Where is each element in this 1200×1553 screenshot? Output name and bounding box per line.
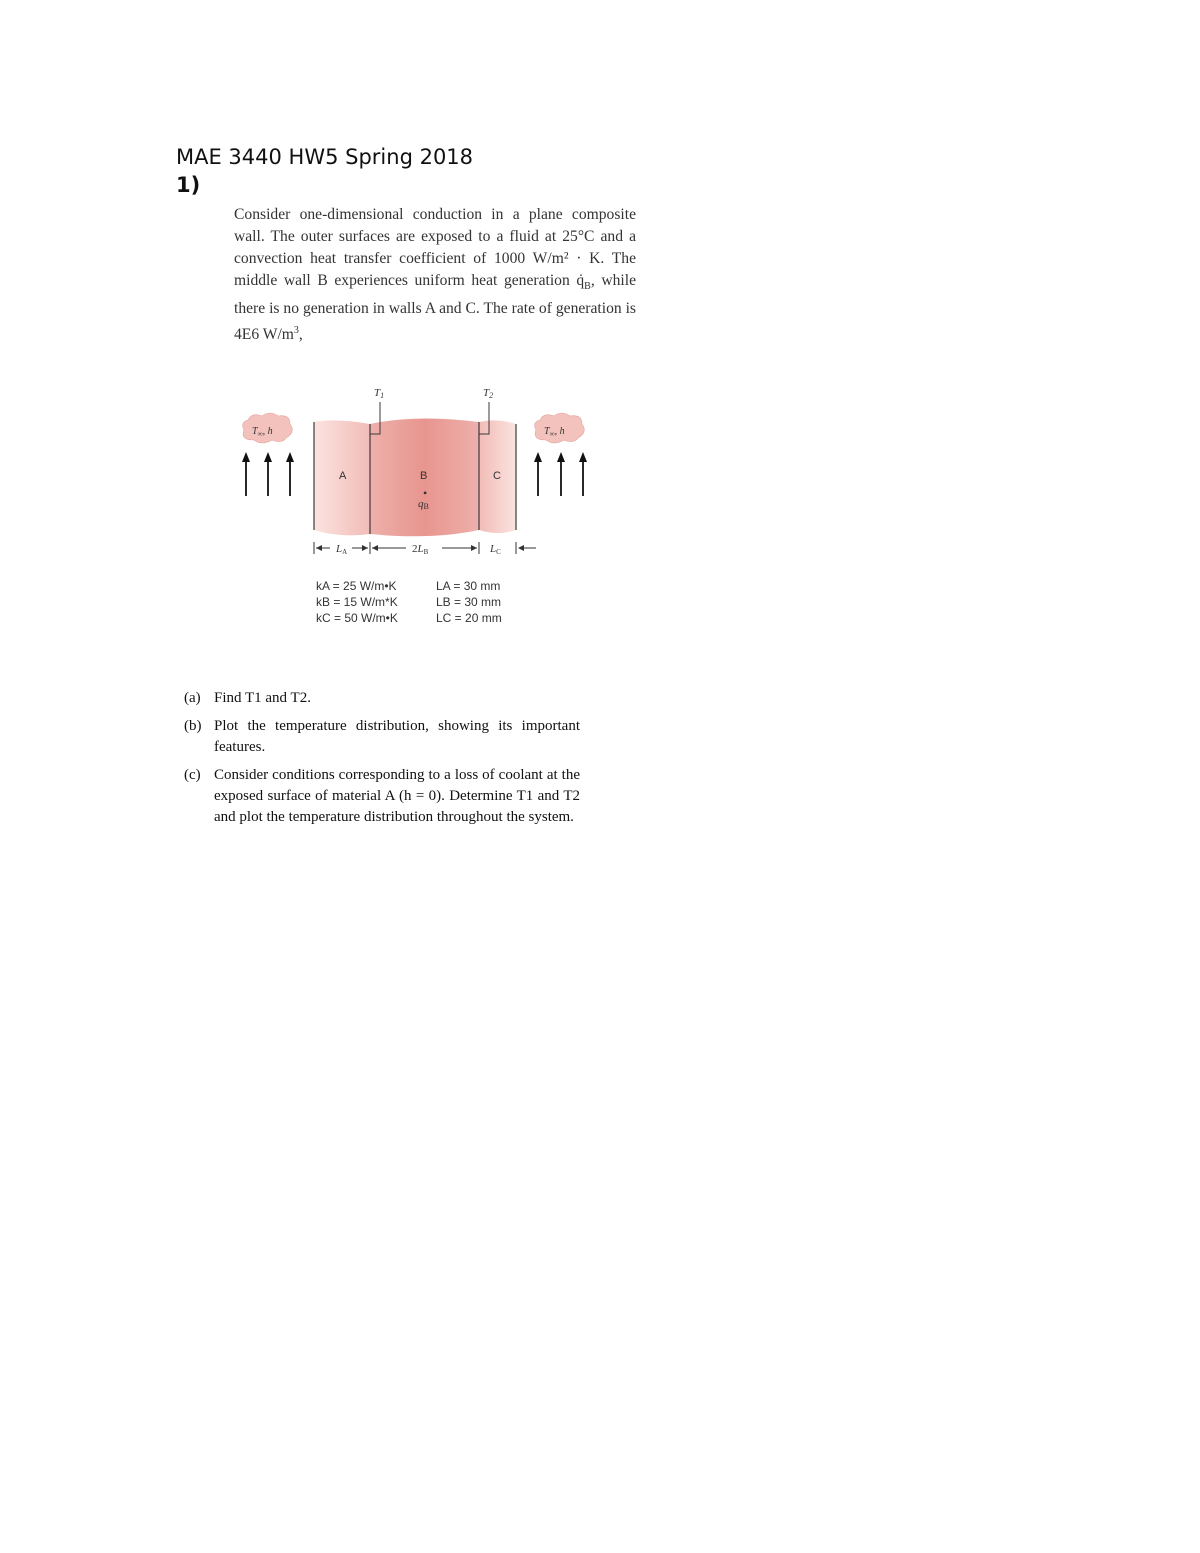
statement-part1: Consider one-dimensional conduction in a plane composite wall. The outer surfaces are exposed to a fluid at 25°C and a convection heat transfer coefficient of 1000 W/m² · K. The middle wall B experiences uniform heat generation q̇ [234, 206, 636, 289]
wall-c-label: C [493, 470, 501, 482]
wall-a-label: A [339, 470, 347, 482]
question-text: Plot the temperature distribution, showing its important features. [214, 718, 580, 755]
question-text: Consider conditions corresponding to a loss of coolant at the exposed surface of material A (h = 0). Determine T1 and T2 and plot the temperature distribution throughout the system. [214, 767, 580, 825]
t2-label: T2 [483, 387, 494, 400]
svg-text:T∞, h: $T_\infty$, h [544, 426, 565, 438]
flow-arrows-right-extra [556, 450, 596, 500]
dim-lb-label: 2LB [412, 543, 429, 556]
prop-ka: kA = 25 W/m•K [316, 579, 397, 593]
dim-la-label: LA [336, 543, 348, 556]
fluid-left [243, 413, 293, 443]
question-b [184, 716, 580, 758]
flow-arrows-right [534, 452, 542, 496]
composite-wall-diagram [236, 380, 565, 630]
prop-kb: kB = 15 W/m*K [316, 595, 398, 609]
document-title: MAE 3440 HW5 Spring 2018 [176, 145, 474, 169]
prop-kc: kC = 50 W/m•K [316, 611, 398, 625]
question-label: (b) [184, 718, 202, 734]
t1-label: T1 [374, 387, 385, 400]
statement-sup: 3 [293, 325, 299, 337]
question-c [184, 765, 580, 828]
statement-end: , [298, 326, 303, 344]
question-label: (c) [184, 767, 201, 783]
len-lc: LC = 20 mm [436, 611, 502, 625]
flow-arrows-left [242, 452, 294, 496]
statement-sub: B [584, 281, 591, 293]
fluid-right [535, 413, 585, 443]
question-label: (a) [184, 690, 201, 706]
question-list [184, 688, 580, 835]
len-lb: LB = 30 mm [436, 595, 502, 609]
problem-statement [234, 204, 636, 346]
problem-number: 1) [176, 173, 201, 197]
generation-label: • qB [418, 486, 429, 511]
dim-lc-label: LC [490, 543, 501, 556]
question-a [184, 688, 580, 709]
svg-text:T∞, h: $T_\infty$, h [252, 426, 273, 438]
question-text: Find T1 and T2. [214, 690, 311, 706]
len-la: LA = 30 mm [436, 579, 501, 593]
wall-b-label: B [420, 470, 428, 482]
statement-part2: , while there is no generation in walls A and C. The rate of generation is 4E6 W/m [234, 272, 636, 344]
